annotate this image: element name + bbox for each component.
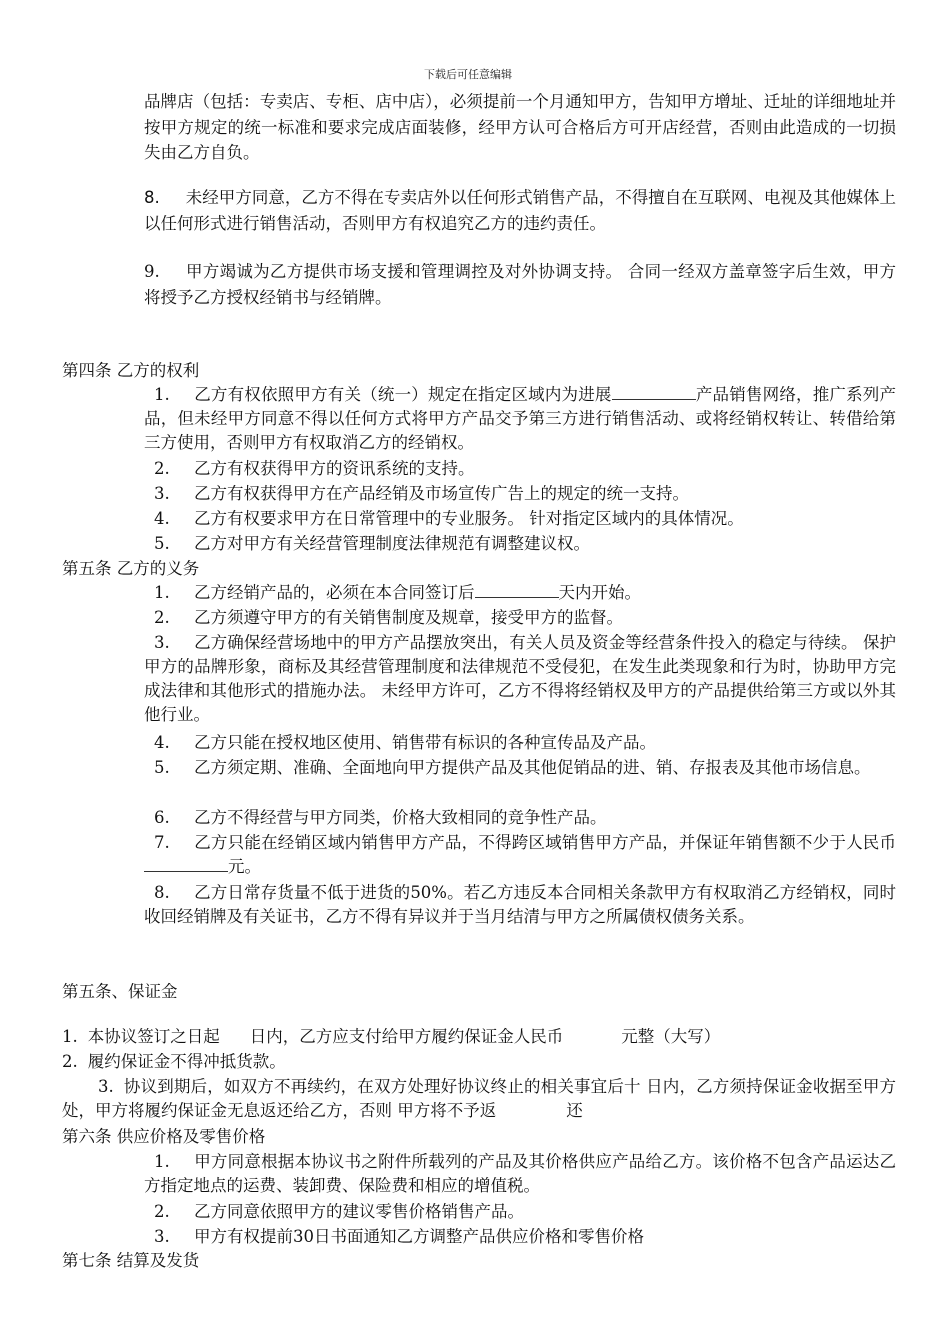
item-number: 3. xyxy=(154,633,170,652)
item-text: 甲方同意根据本协议书之附件所载列的产品及其价格供应产品给乙方。该价格不包含产品运达乙方指定地点的运费、装卸费、保险费和相应的增值税。 xyxy=(144,1152,896,1195)
art4-item-1 xyxy=(144,383,896,455)
item-number: 5. xyxy=(154,534,170,553)
item-number: 3. xyxy=(154,484,170,503)
item-number: 5. xyxy=(154,758,170,777)
item-number: 6. xyxy=(154,808,170,827)
item-text: 乙方有权获得甲方的资讯系统的支持。 xyxy=(194,459,475,478)
art5-item-2 xyxy=(144,606,896,630)
art5-item-3 xyxy=(144,631,896,727)
item-number: 7. xyxy=(154,833,170,852)
item-number: 3. xyxy=(98,1077,114,1096)
art4-item-2 xyxy=(144,457,896,481)
paragraph-8 xyxy=(144,185,896,236)
item-text: 乙方有权要求甲方在日常管理中的专业服务。 针对指定区域内的具体情况。 xyxy=(194,509,744,528)
item-text: 天内开始。 xyxy=(558,583,641,602)
item-number: 2. xyxy=(154,608,170,627)
paragraph-8-number: 8. xyxy=(144,188,160,207)
art5-item-1 xyxy=(144,581,896,605)
item-number: 8. xyxy=(154,883,170,902)
deposit-title: 第五条、保证金 xyxy=(62,982,178,1001)
art6-item-2 xyxy=(144,1200,896,1224)
article-5-title: 第五条 乙方的义务 xyxy=(62,559,200,578)
blank-line xyxy=(144,857,228,872)
item-text: 乙方只能在经销区域内销售甲方产品，不得跨区域销售甲方产品，并保证年销售额不少于人民币 xyxy=(194,833,896,852)
art5-item-4 xyxy=(144,731,896,755)
art4-item-4 xyxy=(144,507,896,531)
paragraph-9 xyxy=(144,259,896,310)
item-text: 乙方经销产品的，必须在本合同签订后 xyxy=(194,583,475,602)
paragraph-9-number: 9. xyxy=(144,262,160,281)
item-text: 履约保证金不得冲抵货款。 xyxy=(87,1052,286,1071)
art5-item-6 xyxy=(144,806,896,830)
art6-item-3 xyxy=(144,1225,896,1249)
item-text: 乙方日常存货量不低于进货的50%。若乙方违反本合同相关条款甲方有权取消乙方经销权，同时收回经销牌及有关证书，乙方不得有异议并于当月结清与甲方之所属债权债务关系。 xyxy=(144,883,896,926)
item-number: 1. xyxy=(62,1027,78,1046)
item-text: 乙方不得经营与甲方同类，价格大致相同的竞争性产品。 xyxy=(194,808,607,827)
item-number: 3. xyxy=(154,1227,170,1246)
item-text: 协议到期后，如双方不再续约，在双方处理好协议终止的相关事宜后十 日内，乙方须持保证金收据至甲方处，甲方将履约保证金无息返还给乙方，否则 甲方将不予返 xyxy=(62,1077,896,1120)
blank-line xyxy=(475,583,559,598)
page-header: 下载后可任意编辑 xyxy=(424,68,512,81)
item-text: 日内，乙方应支付给甲方履约保证金人民币 xyxy=(249,1027,564,1046)
paragraph-9-text: 甲方竭诚为乙方提供市场支援和管理调控及对外协调支持。 合同一经双方盖章签字后生效，甲方将授予乙方授权经销书与经销牌。 xyxy=(144,262,896,307)
article-4-title: 第四条 乙方的权利 xyxy=(62,361,200,380)
item-text: 乙方有权依照甲方有关（统一）规定在指定区域内为进展 xyxy=(194,385,612,404)
deposit-item-3 xyxy=(62,1075,896,1123)
item-text: 乙方只能在授权地区使用、销售带有标识的各种宣传品及产品。 xyxy=(194,733,656,752)
art4-item-3 xyxy=(144,482,896,506)
art4-item-5 xyxy=(144,532,896,556)
paragraph-8-text: 未经甲方同意，乙方不得在专卖店外以任何形式销售产品，不得擅自在互联网、电视及其他媒体上以任何形式进行销售活动，否则甲方有权追究乙方的违约责任。 xyxy=(144,188,896,233)
item-number: 1. xyxy=(154,583,170,602)
item-text: 产品销售网络，推广系列产品，但未经甲方同意不得以任何方式将甲方产品交予第三方进行销售活动、或将经销权转让、转借给第三方使用，否则甲方有权取消乙方的经销权。 xyxy=(144,385,897,452)
item-number: 4. xyxy=(154,733,170,752)
art6-item-1 xyxy=(144,1150,896,1198)
item-text: 甲方有权提前30日书面通知乙方调整产品供应价格和零售价格 xyxy=(194,1227,644,1246)
paragraph-continuation: 品牌店（包括：专卖店、专柜、店中店），必须提前一个月通知甲方，告知甲方增址、迁址的详细地址并按甲方规定的统一标准和要求完成店面装修，经甲方认可合格后方可开店经营，否则由此造成的一切损失由乙方自负。 xyxy=(144,92,896,162)
item-text: 元整（大写） xyxy=(621,1027,721,1046)
art5-item-8 xyxy=(144,881,896,929)
item-text: 乙方同意依照甲方的建议零售价格销售产品。 xyxy=(194,1202,524,1221)
item-text: 乙方有权获得甲方在产品经销及市场宣传广告上的规定的统一支持。 xyxy=(194,484,689,503)
item-text: 还 xyxy=(566,1101,583,1120)
deposit-item-1 xyxy=(62,1025,896,1049)
item-text: 乙方确保经营场地中的甲方产品摆放突出，有关人员及资金等经营条件投入的稳定与待续。 保护甲方的品牌形象，商标及其经营管理制度和法律规范不受侵犯，在发生此类现象和行为时，协助甲方完成法律和其他形式的措施办法。 未经甲方许可，乙方不得将经销权及甲方的产品提供给第三方或以外其他行业。 xyxy=(144,633,896,724)
item-text: 乙方须遵守甲方的有关销售制度及规章，接受甲方的监督。 xyxy=(194,608,623,627)
item-text: 乙方对甲方有关经营管理制度法律规范有调整建议权。 xyxy=(194,534,590,553)
blank-line xyxy=(612,385,696,400)
item-number: 4. xyxy=(154,509,170,528)
item-number: 2. xyxy=(62,1052,78,1071)
art5-item-7 xyxy=(144,831,896,879)
item-text: 本协议签订之日起 xyxy=(87,1027,220,1046)
deposit-item-2 xyxy=(62,1050,896,1074)
article-7-title: 第七条 结算及发货 xyxy=(62,1251,200,1270)
item-number: 2. xyxy=(154,459,170,478)
article-6-title: 第六条 供应价格及零售价格 xyxy=(62,1127,266,1146)
item-number: 1. xyxy=(154,1152,170,1171)
item-text: 乙方须定期、准确、全面地向甲方提供产品及其他促销品的进、销、存报表及其他市场信息。 xyxy=(194,758,871,777)
item-number: 2. xyxy=(154,1202,170,1221)
art5-item-5 xyxy=(144,756,896,780)
item-text: 元。 xyxy=(228,857,261,876)
item-number: 1. xyxy=(154,385,170,404)
